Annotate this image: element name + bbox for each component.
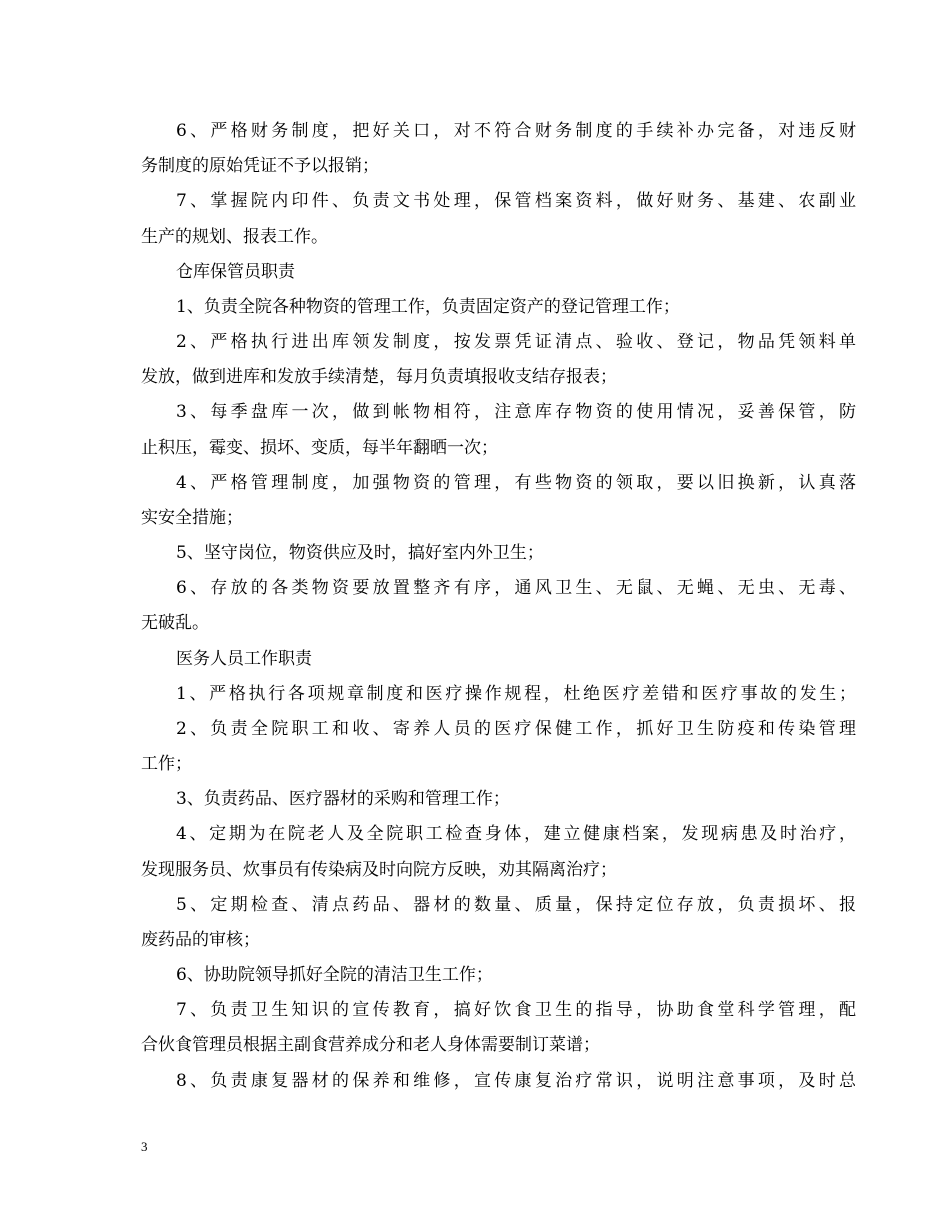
- text-line: 4、严格管理制度，加强物资的管理，有些物资的领取，要以旧换新，认真落: [176, 473, 856, 493]
- text-line: 止积压，霉变、损坏、变质，每半年翻晒一次；: [141, 438, 498, 458]
- section-heading: 医务人员工作职责: [176, 649, 312, 669]
- text-line: 工作；: [141, 754, 192, 774]
- page-number: 3: [141, 1139, 148, 1154]
- text-line: 1、严格执行各项规章制度和医疗操作规程，杜绝医疗差错和医疗事故的发生；: [176, 684, 856, 704]
- text-line: 务制度的原始凭证不予以报销；: [141, 156, 379, 176]
- text-line: 发放，做到进库和发放手续清楚，每月负责填报收支结存报表；: [141, 367, 617, 387]
- text-line: 6、存放的各类物资要放置整齐有序，通风卫生、无鼠、无蝇、无虫、无毒、: [176, 578, 856, 598]
- text-line: 发现服务员、炊事员有传染病及时向院方反映，劝其隔离治疗；: [141, 860, 617, 880]
- text-line: 8、负责康复器材的保养和维修，宣传康复治疗常识，说明注意事项，及时总: [176, 1071, 856, 1091]
- text-line: 废药品的审核；: [141, 930, 260, 950]
- text-line: 实安全措施；: [141, 508, 243, 528]
- text-line: 5、坚守岗位，物资供应及时，搞好室内外卫生；: [176, 543, 544, 563]
- text-line: 7、负责卫生知识的宣传教育，搞好饮食卫生的指导，协助食堂科学管理，配: [176, 1000, 856, 1020]
- text-line: 7、掌握院内印件、负责文书处理，保管档案资料，做好财务、基建、农副业: [176, 191, 856, 211]
- text-line: 3、每季盘库一次，做到帐物相符，注意库存物资的使用情况，妥善保管，防: [176, 402, 856, 422]
- text-line: 1、负责全院各种物资的管理工作，负责固定资产的登记管理工作；: [176, 297, 680, 317]
- text-line: 4、定期为在院老人及全院职工检查身体，建立健康档案，发现病患及时治疗，: [176, 824, 856, 844]
- text-line: 生产的规划、报表工作。: [141, 227, 328, 247]
- text-line: 6、严格财务制度，把好关口，对不符合财务制度的手续补办完备，对违反财: [176, 121, 856, 141]
- text-line: 2、负责全院职工和收、寄养人员的医疗保健工作，抓好卫生防疫和传染管理: [176, 719, 856, 739]
- section-heading: 仓库保管员职责: [176, 262, 295, 282]
- text-line: 3、负责药品、医疗器材的采购和管理工作；: [176, 789, 510, 809]
- text-line: 6、协助院领导抓好全院的清洁卫生工作；: [176, 965, 493, 985]
- text-line: 2、严格执行进出库领发制度，按发票凭证清点、验收、登记，物品凭领料单: [176, 332, 856, 352]
- text-line: 合伙食管理员根据主副食营养成分和老人身体需要制订菜谱；: [141, 1035, 600, 1055]
- text-line: 5、定期检查、清点药品、器材的数量、质量，保持定位存放，负责损坏、报: [176, 895, 856, 915]
- text-line: 无破乱。: [141, 613, 209, 633]
